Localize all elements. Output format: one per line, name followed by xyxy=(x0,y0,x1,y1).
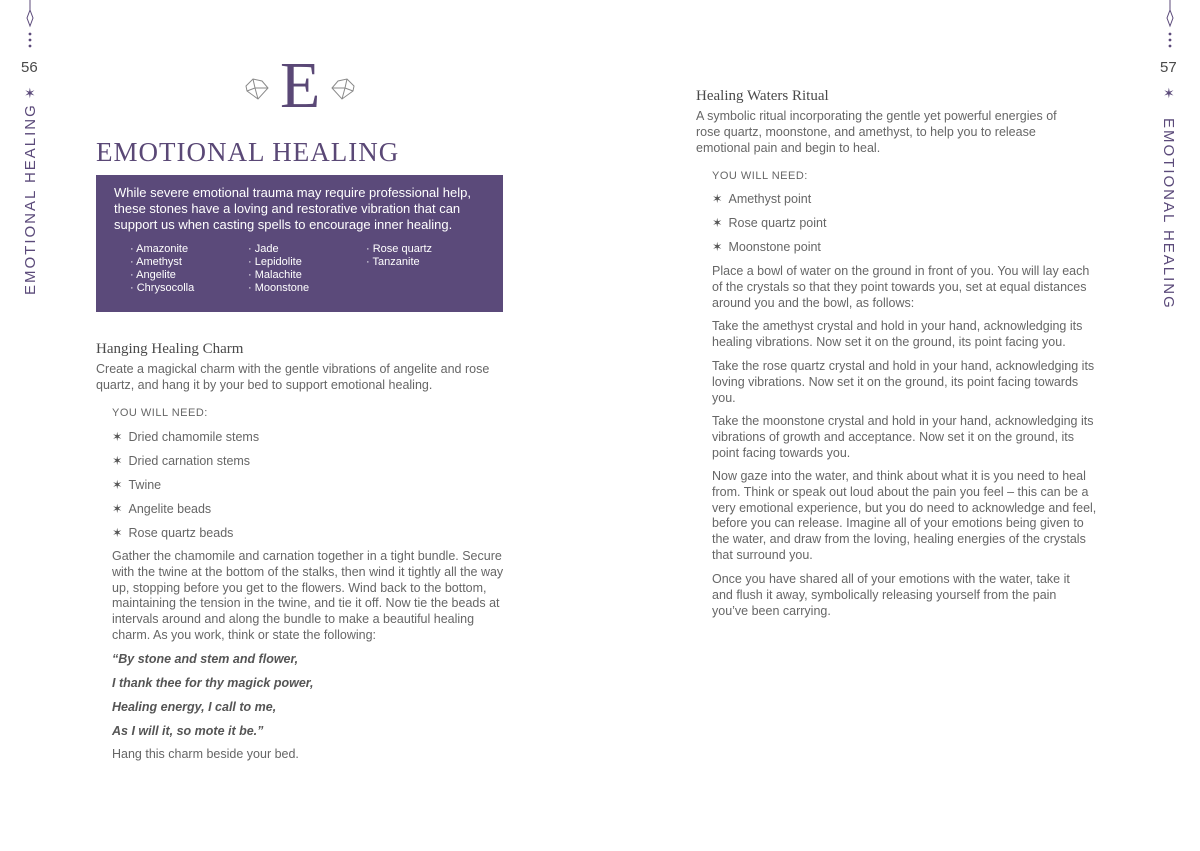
star-icon: ✶ xyxy=(112,430,123,444)
ritual-step: Take the moonstone crystal and hold in your hand, acknowledging its vibrations of growth and acceptance. Now set it on the ground, its point facing towards you. xyxy=(712,414,1094,460)
star-icon: ✶ xyxy=(712,192,723,206)
you-will-need-label: YOU WILL NEED: xyxy=(712,170,808,182)
verse-line: Healing energy, I call to me, xyxy=(112,700,277,714)
ingredient-item: ✶ Twine xyxy=(112,478,162,492)
ingredient-item: ✶ Rose quartz point xyxy=(712,216,827,230)
stone-item: · Amethyst xyxy=(130,256,248,269)
star-icon: ✶ xyxy=(112,502,123,516)
stone-item: · Moonstone xyxy=(248,282,366,295)
verse-line: As I will it, so mote it be.” xyxy=(112,724,264,738)
stone-item: · Lepidolite xyxy=(248,256,366,269)
ritual-step: Now gaze into the water, and think about what it is you need to heal from. Think or speak out loud about the pain you feel – this can be a very emotional experience, but you do need to acknowledge and feel, before you can release. Imagine all of your emotions being given to the water, and draw from the loving, healing energies of the crystals that surround you. xyxy=(712,469,1097,562)
spell-intro: Create a magickal charm with the gentle vibrations of angelite and rose quartz, and hang it by your bed to support emotional healing. xyxy=(96,362,490,392)
spell-title: Hanging Healing Charm xyxy=(96,341,244,357)
verse-line: I thank thee for thy magick power, xyxy=(112,676,314,690)
ingredient-item: ✶ Angelite beads xyxy=(112,502,212,516)
page-number: 56 xyxy=(21,59,38,76)
star-icon: ✶ xyxy=(24,85,36,101)
ingredient-item: ✶ Dried carnation stems xyxy=(112,454,251,468)
running-head: EMOTIONAL HEALING xyxy=(22,103,39,295)
intro-callout xyxy=(96,175,503,312)
star-icon: ✶ xyxy=(712,240,723,254)
stone-item: · Angelite xyxy=(130,269,248,282)
ritual-step: Take the rose quartz crystal and hold in your hand, acknowledging its loving vibrations. Now set it on the ground, its point facing towards you. xyxy=(712,359,1095,405)
crystal-gem-icon xyxy=(330,76,356,102)
stone-item: · Rose quartz xyxy=(366,243,484,256)
stone-item: · Chrysocolla xyxy=(130,282,248,295)
ingredient-item: ✶ Amethyst point xyxy=(712,192,812,206)
stone-column xyxy=(248,243,366,295)
stone-item: · Tanzanite xyxy=(366,256,484,269)
stone-item: · Malachite xyxy=(248,269,366,282)
star-icon: ✶ xyxy=(112,478,123,492)
page-number: 57 xyxy=(1160,59,1177,76)
ritual-title: Healing Waters Ritual xyxy=(696,88,829,104)
ritual-step: Place a bowl of water on the ground in front of you. You will lay each of the crystals so that they point towards you, set at equal distances around you and the bowl, as follows: xyxy=(712,264,1090,310)
running-head: EMOTIONAL HEALING xyxy=(1160,118,1177,310)
crystal-gem-icon xyxy=(244,76,270,102)
verse-line: “By stone and stem and flower, xyxy=(112,652,299,666)
star-icon: ✶ xyxy=(1163,85,1175,101)
ritual-step: Once you have shared all of your emotions with the water, take it and flush it away, symbolically releasing yourself from the pain you’ve been carrying. xyxy=(712,572,1070,618)
ritual-step: Take the amethyst crystal and hold in your hand, acknowledging its healing vibrations. Now set it on the ground, its point facing you. xyxy=(712,319,1083,349)
stone-item: · Jade xyxy=(248,243,366,256)
stone-column xyxy=(130,243,248,295)
spell-method: Gather the chamomile and carnation together in a tight bundle. Secure with the twine at the bottom of the stalks, then wind it tightly all the way up, stopping before you get to the flowers. Wind back to the bottom, maintaining the tension in the twine, and tie it off. Now tie the beads at intervals around and along the bundle to make a beautiful healing charm. As you work, think or state the following: xyxy=(112,549,504,642)
stone-column xyxy=(366,243,484,295)
star-icon: ✶ xyxy=(112,454,123,468)
section-title: EMOTIONAL HEALING xyxy=(96,137,400,167)
spell-closing: Hang this charm beside your bed. xyxy=(112,747,299,761)
chapter-letter: E xyxy=(280,49,321,122)
callout-text: While severe emotional trauma may require professional help, these stones have a loving and restorative vibration that can support us when casting spells to encourage inner healing. xyxy=(114,185,471,232)
stone-list xyxy=(114,243,485,295)
drop-ornament-icon xyxy=(1165,0,1175,50)
ingredient-item: ✶ Moonstone point xyxy=(712,240,821,254)
ingredient-item: ✶ Dried chamomile stems xyxy=(112,430,260,444)
star-icon: ✶ xyxy=(112,526,123,540)
ingredient-item: ✶ Rose quartz beads xyxy=(112,526,234,540)
drop-ornament-icon xyxy=(25,0,35,50)
you-will-need-label: YOU WILL NEED: xyxy=(112,407,208,419)
stone-item: · Amazonite xyxy=(130,243,248,256)
star-icon: ✶ xyxy=(712,216,723,230)
ritual-intro: A symbolic ritual incorporating the gentle yet powerful energies of rose quartz, moonstone, and amethyst, to help you to release emotional pain and begin to heal. xyxy=(696,109,1057,155)
